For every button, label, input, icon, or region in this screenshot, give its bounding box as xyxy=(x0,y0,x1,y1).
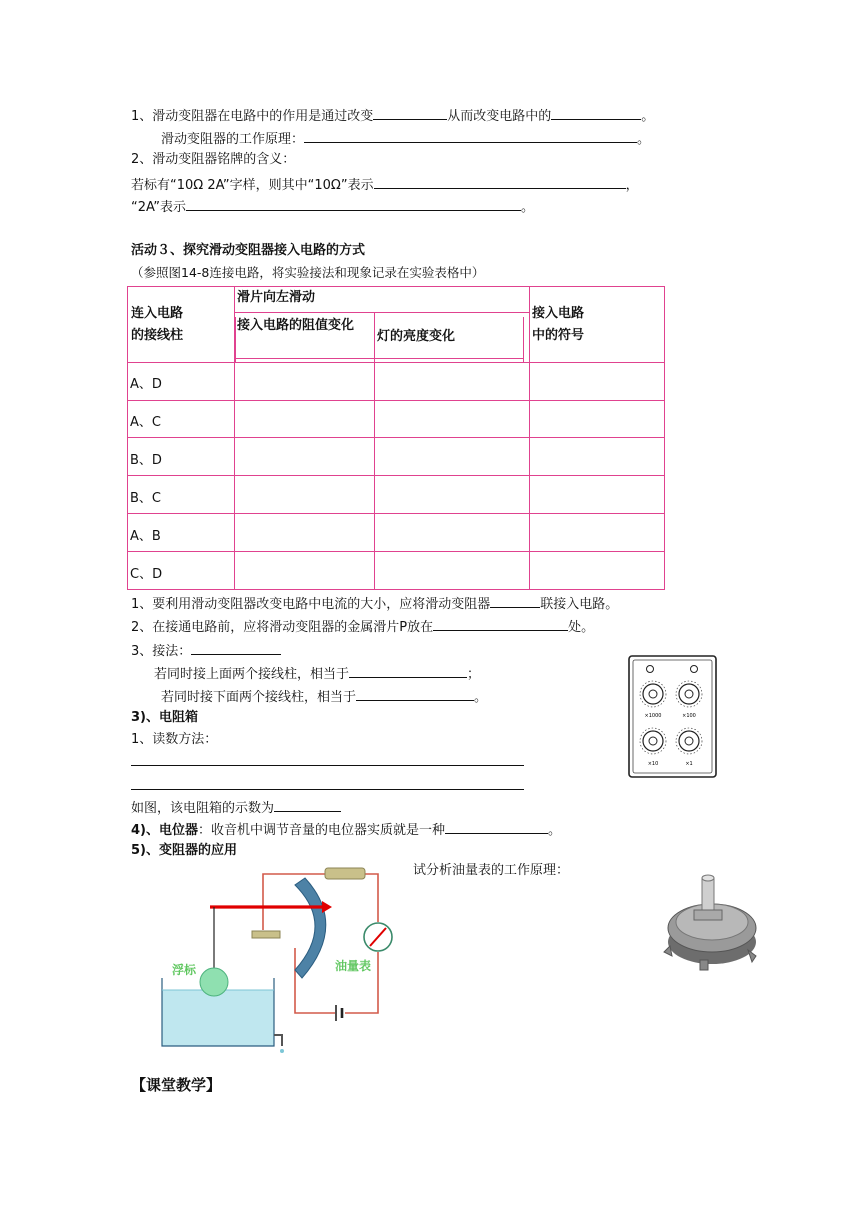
q1-line xyxy=(131,594,618,614)
header-slide-left: 滑片向左滑动 xyxy=(237,290,316,305)
table-line xyxy=(127,286,665,287)
table-line xyxy=(127,362,665,363)
potentiometer-image xyxy=(660,860,770,980)
label-a-end: ， xyxy=(625,178,639,193)
pot-line xyxy=(131,820,561,840)
blank-q2[interactable] xyxy=(433,617,568,631)
table-line xyxy=(235,317,236,362)
item1-text-a: 1、滑动变阻器在电路中的作用是通过改变 xyxy=(131,109,374,124)
table-line xyxy=(234,312,529,313)
pivot xyxy=(252,931,280,938)
dial-label: ×1 xyxy=(685,761,693,767)
q3-lower-line xyxy=(161,687,487,707)
table-line xyxy=(127,513,665,514)
table-line xyxy=(523,317,524,362)
table-line xyxy=(529,286,530,590)
blank-label-a[interactable] xyxy=(374,175,626,189)
application-title: 5)、变阻器的应用 xyxy=(131,843,237,858)
q3-line xyxy=(131,641,281,661)
pot-end: 。 xyxy=(548,823,562,838)
row-label: C、D xyxy=(130,567,163,582)
q3-lower-end: 。 xyxy=(474,690,488,705)
reading-line xyxy=(131,798,341,818)
blank-label-b[interactable] xyxy=(186,197,521,211)
blank-q1[interactable] xyxy=(490,594,540,608)
row-label: A、C xyxy=(130,415,161,430)
curved-rheostat xyxy=(295,878,326,978)
row-label: A、B xyxy=(130,529,161,544)
item1-text-b: 从而改变电路中的 xyxy=(447,109,552,124)
blank-item1-a[interactable] xyxy=(373,106,447,120)
answer-line[interactable] xyxy=(131,765,524,766)
experiment-table xyxy=(127,286,665,590)
label-b-end: 。 xyxy=(521,200,535,215)
analyze-prompt: 试分析油量表的工作原理： xyxy=(413,863,570,878)
table-line xyxy=(127,437,665,438)
pot-text: ：收音机中调节音量的电位器实质就是一种 xyxy=(198,823,446,838)
row-label: A、D xyxy=(130,377,162,392)
table-line xyxy=(235,358,524,359)
reading-text: 如图，该电阻箱的示数为 xyxy=(131,801,275,816)
q3-lower-text: 若同时接下面两个接线柱，相当于 xyxy=(161,690,357,705)
q3-upper-end: ； xyxy=(467,667,481,682)
blank-q3-lower[interactable] xyxy=(356,687,474,701)
row-label: B、D xyxy=(130,453,162,468)
activity-note: （参照图14-8连接电路，将实验接法和现象记录在实验表格中） xyxy=(131,265,485,280)
meter-label: 油量表 xyxy=(335,959,372,973)
table-line xyxy=(374,312,375,590)
header-resistance: 接入电路的阻值变化 xyxy=(237,318,355,333)
header-symbol-1: 接入电路 xyxy=(532,306,585,321)
label-b-line xyxy=(131,197,534,217)
float-label: 浮标 xyxy=(172,963,197,977)
header-symbol-2: 中的符号 xyxy=(532,328,585,343)
table-line xyxy=(664,286,665,590)
q1-text-a: 1、要利用滑动变阻器改变电路中电流的大小，应将滑动变阻器 xyxy=(131,597,491,612)
table-line xyxy=(127,286,128,590)
section-heading: 【课堂教学】 xyxy=(131,1076,222,1094)
resistor xyxy=(325,868,365,879)
item1-text-c: 。 xyxy=(641,109,655,124)
tap-icon xyxy=(274,1035,282,1046)
header-symbol xyxy=(532,303,584,347)
principle-end: 。 xyxy=(637,132,651,147)
read-method: 1、读数方法： xyxy=(131,732,218,747)
float-ball xyxy=(200,968,228,996)
blank-item1-b[interactable] xyxy=(551,106,641,120)
label-a-text: 若标有“10Ω 2A”字样，则其中“10Ω”表示 xyxy=(131,178,374,193)
blank-pot[interactable] xyxy=(445,820,548,834)
header-brightness: 灯的亮度变化 xyxy=(377,329,456,344)
q3-upper-text: 若同时接上面两个接线柱，相当于 xyxy=(154,667,350,682)
header-terminals-2: 的接线柱 xyxy=(131,328,184,343)
table-line xyxy=(127,589,665,590)
q2-line xyxy=(131,617,594,637)
principle-line xyxy=(161,129,650,149)
dial-label: ×1000 xyxy=(644,713,662,719)
blank-reading[interactable] xyxy=(274,798,341,812)
label-a-line xyxy=(131,175,639,195)
resistance-box-image xyxy=(628,655,718,779)
dial-label: ×100 xyxy=(682,713,696,719)
activity-title: 活动３、探究滑动变阻器接入电路的方式 xyxy=(131,243,366,258)
principle-label: 滑动变阻器的工作原理： xyxy=(161,132,305,147)
water xyxy=(162,990,274,1046)
table-line xyxy=(127,400,665,401)
answer-line[interactable] xyxy=(131,789,524,790)
table-line xyxy=(127,475,665,476)
q3-text: 3、接法： xyxy=(131,644,192,659)
pot-title: 4)、电位器 xyxy=(131,823,198,838)
fuel-gauge-diagram xyxy=(150,860,400,1055)
q2-text-a: 2、在接通电路前，应将滑动变阻器的金属滑片P放在 xyxy=(131,620,434,635)
header-terminals xyxy=(131,303,183,347)
blank-q3-upper[interactable] xyxy=(349,664,467,678)
item1-line xyxy=(131,106,654,126)
blank-q3[interactable] xyxy=(191,641,281,655)
dial-label: ×10 xyxy=(647,761,659,767)
header-terminals-1: 连入电路 xyxy=(131,306,184,321)
label-b-text: “2A”表示 xyxy=(131,200,187,215)
table-line xyxy=(127,551,665,552)
q1-text-b: 联接入电路。 xyxy=(540,597,619,612)
q2-text-b: 处。 xyxy=(568,620,595,635)
item2-line: 2、滑动变阻器铭牌的含义： xyxy=(131,152,296,167)
q3-upper-line xyxy=(154,664,480,684)
resistance-box-title: 3)、电阻箱 xyxy=(131,710,198,725)
row-label: B、C xyxy=(130,491,161,506)
blank-principle[interactable] xyxy=(304,129,637,143)
